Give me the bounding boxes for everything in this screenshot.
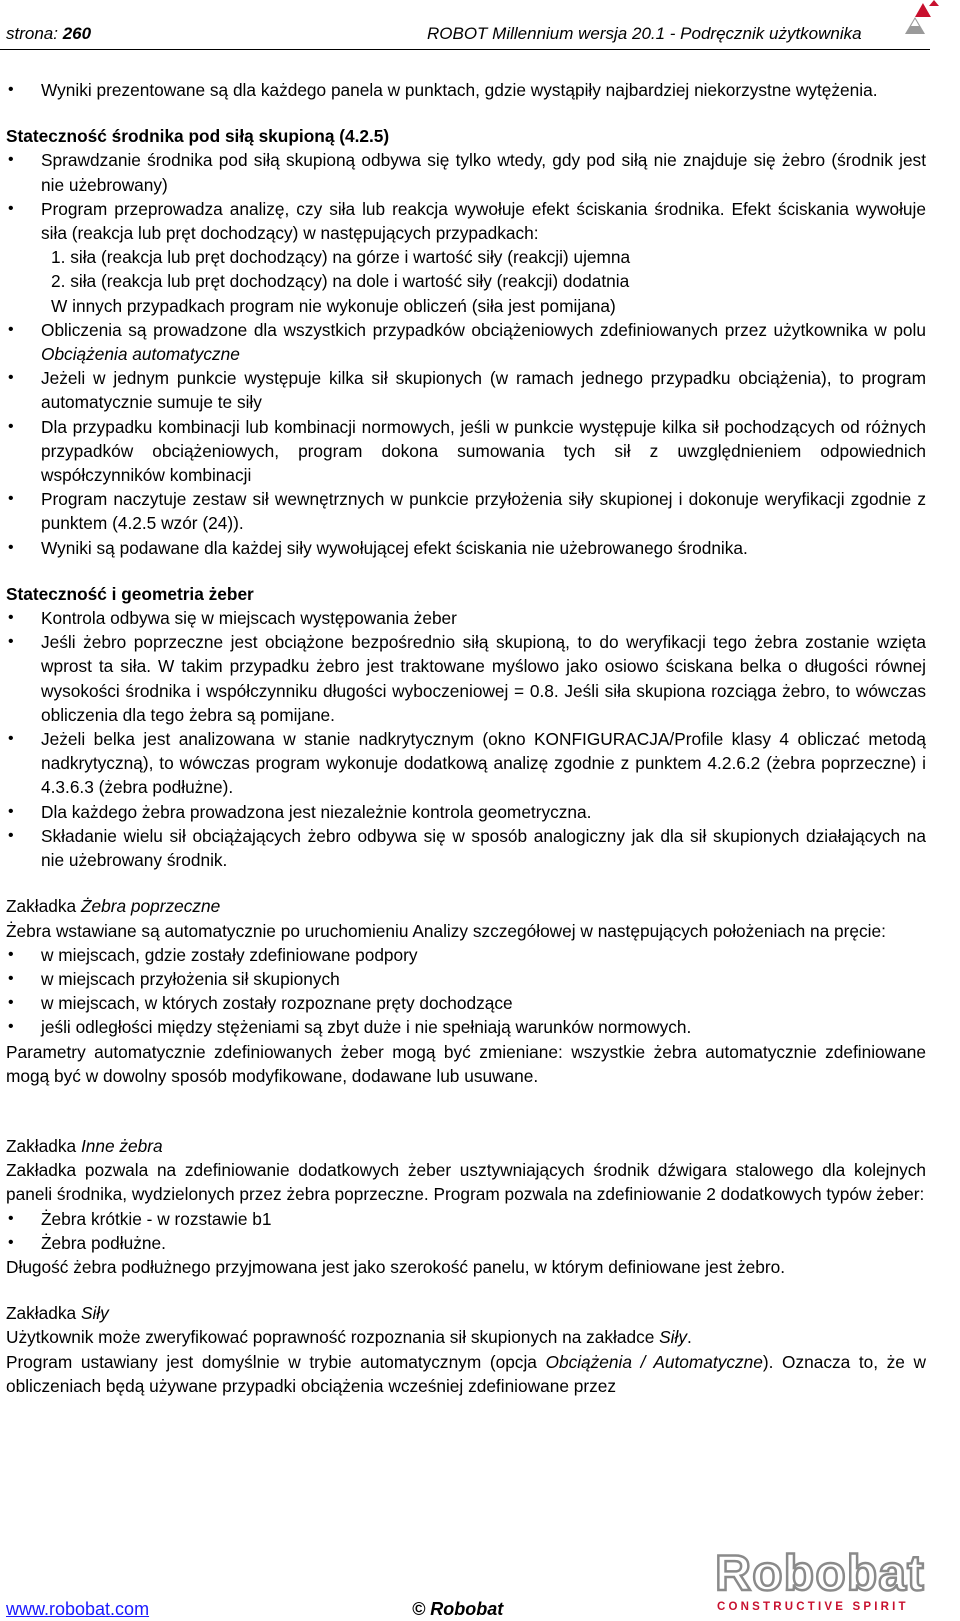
list-item: • Kontrola odbywa się w miejscach występowania żeber: [6, 606, 926, 630]
robobat-logo-icon: [713, 1544, 928, 1616]
page-number: 260: [62, 24, 92, 43]
tab-heading: [6, 1134, 926, 1158]
list-item-text: Program przeprowadza analizę, czy siła lub reakcja wywołuje efekt ściskania środnika. Efekt ściskania wywołuje siła (reakcja lub pręt dochodzący) w następujących przypadkach:: [41, 198, 926, 244]
tab-heading: [6, 1301, 926, 1325]
header-rule: [0, 49, 930, 50]
page-label: strona:: [6, 24, 58, 43]
page-header: [6, 22, 906, 46]
copyright: © Robobat: [412, 1599, 504, 1619]
page-number-label: [6, 22, 91, 46]
paragraph: Zakładka pozwala na zdefiniowanie dodatkowych żeber usztywniających środnik dźwigara stalowego dla kolejnych paneli środnika, wydzielonych przez żebra poprzeczne. Program pozwala na zdefiniowanie 2 dodatkowych typów żeber:: [6, 1160, 926, 1205]
numbered-line: 2. siła (reakcja lub pręt dochodzący) na dole i wartość siły (reakcji) dodatnia: [51, 271, 630, 292]
tab-heading-prefix: Zakładka: [6, 1135, 81, 1156]
paragraph-text: Użytkownik może zweryfikować poprawność rozpoznania sił skupionych na zakładce: [6, 1327, 660, 1348]
paragraph-text: ). Oznacza to, że w obliczeniach będą używane przypadki obciążenia wcześniej zdefiniowane przez: [6, 1351, 926, 1396]
field-name: Obciążenia automatyczne: [41, 344, 240, 365]
page-content: [6, 78, 926, 1398]
logo-tagline: CONSTRUCTIVE SPIRIT: [717, 1601, 909, 1613]
list-item: [6, 197, 926, 245]
paragraph: Parametry automatycznie zdefiniowanych żeber mogą być zmieniane: wszystkie żebra automatycznie zdefiniowane mogą być w dowolny sposób modyfikowane, dodawane lub usuwane.: [6, 1041, 926, 1086]
list-item: • w miejscach przyłożenia sił skupionych: [6, 967, 926, 991]
list-item: • jeśli odległości między stężeniami są zbyt duże i nie spełniają warunków normowych.: [6, 1015, 926, 1039]
paragraph-text: .: [687, 1327, 692, 1348]
tab-heading-name: Siły: [80, 1303, 109, 1324]
tab-name: Siły: [659, 1327, 688, 1348]
list-item: [6, 318, 926, 366]
robobat-triangle-logo-icon: [905, 0, 960, 34]
list-item: • Dla każdego żebra prowadzona jest niezależnie kontrola geometryczna.: [6, 800, 926, 824]
paragraph: [6, 1325, 926, 1349]
list-item: • Jeżeli belka jest analizowana w stanie nadkrytycznym (okno KONFIGURACJA/Profile klasy 4 obliczać metodą nadkrytyczną), to wówczas program wykonuje dodatkową analizę zgodnie z punktem 4.2.6.2 (żebra poprzeczne) i 4.3.6.3 (żebra podłużne).: [6, 727, 926, 800]
header-title: ROBOT Millennium wersja 20.1 - Podręcznik użytkownika: [427, 24, 862, 43]
note-line: W innych przypadkach program nie wykonuje obliczeń (siła jest pomijana): [51, 295, 616, 316]
list-item: • Jeśli żebro poprzeczne jest obciążone bezpośrednio siłą skupioną, to do weryfikacji tego żebra zostanie wzięta wprost ta siła. W takim przypadku żebro jest traktowane myślowo jako osiowo ściskana belka o długości równej wysokości środnika i współczynniku długości wyboczeniowej = 0.8. Jeśli siła skupiona rozciąga żebro, to wówczas obliczenia dla tego żebra są pomijane.: [6, 630, 926, 727]
list-item: • Jeżeli w jednym punkcie występuje kilka sił skupionych (w ramach jednego przypadku obciążenia), to program automatycznie sumuje te siły: [6, 366, 926, 414]
list-item: • Program naczytuje zestaw sił wewnętrznych w punkcie przyłożenia siły skupionej i dokonuje weryfikacji zgodnie z punktem (4.2.5 wzór (24)).: [6, 487, 926, 535]
tab-heading-prefix: Zakładka: [6, 1303, 81, 1324]
paragraph-text: Program ustawiany jest domyślnie w trybie automatycznym (opcja: [6, 1351, 546, 1372]
tab-heading-name: Żebra poprzeczne: [80, 896, 221, 917]
list-item: • Wyniki są podawane dla każdej siły wywołującej efekt ściskania nie użebrowanego środnika.: [6, 536, 926, 560]
logo-wordmark: Robobat: [715, 1545, 925, 1601]
option-name: Obciążenia / Automatyczne: [545, 1351, 763, 1372]
list-item: • Składanie wielu sił obciążających żebro odbywa się w sposób analogiczny jak dla sił skupionych działających na nie użebrowany środnik.: [6, 824, 926, 872]
tab-heading-name: Inne żebra: [80, 1135, 163, 1156]
tab-heading: [6, 894, 926, 918]
section-heading: Stateczność i geometria żeber: [6, 583, 254, 604]
paragraph: Długość żebra podłużnego przyjmowana jest jako szerokość panelu, w którym definiowane jest żebro.: [6, 1256, 786, 1277]
list-item-text: Obliczenia są prowadzone dla wszystkich przypadków obciążeniowych zdefiniowanych przez użytkownika w polu: [41, 319, 926, 340]
list-item: • w miejscach, gdzie zostały zdefiniowane podpory: [6, 943, 926, 967]
page-footer: [0, 1536, 960, 1621]
list-item: • Żebra podłużne.: [6, 1231, 926, 1255]
list-item: • Żebra krótkie - w rozstawie b1: [6, 1207, 926, 1231]
section-heading: Stateczność środnika pod siłą skupioną (4.2.5): [6, 126, 390, 147]
list-item: • Dla przypadku kombinacji lub kombinacji normowych, jeśli w punkcie występuje kilka sił pochodzących od różnych przypadków obciążeniowych, program dokona sumowania tych sił z uwzględnieniem odpowiednich współczynników kombinacji: [6, 415, 926, 488]
list-item: • Wyniki prezentowane są dla każdego panela w punktach, gdzie wystąpiły najbardziej niekorzystne wytężenia.: [6, 78, 926, 102]
list-item: • w miejscach, w których zostały rozpoznane pręty dochodzące: [6, 991, 926, 1015]
tab-heading-prefix: Zakładka: [6, 896, 81, 917]
paragraph: Żebra wstawiane są automatycznie po uruchomieniu Analizy szczegółowej w następujących położeniach na pręcie:: [6, 920, 886, 941]
website-link[interactable]: www.robobat.com: [6, 1599, 150, 1619]
list-item: • Sprawdzanie środnika pod siłą skupioną odbywa się tylko wtedy, gdy pod siłą nie znajduje się żebro (środnik jest nie użebrowany): [6, 148, 926, 196]
paragraph: [6, 1350, 926, 1398]
numbered-line: 1. siła (reakcja lub pręt dochodzący) na górze i wartość siły (reakcji) ujemna: [51, 247, 631, 268]
